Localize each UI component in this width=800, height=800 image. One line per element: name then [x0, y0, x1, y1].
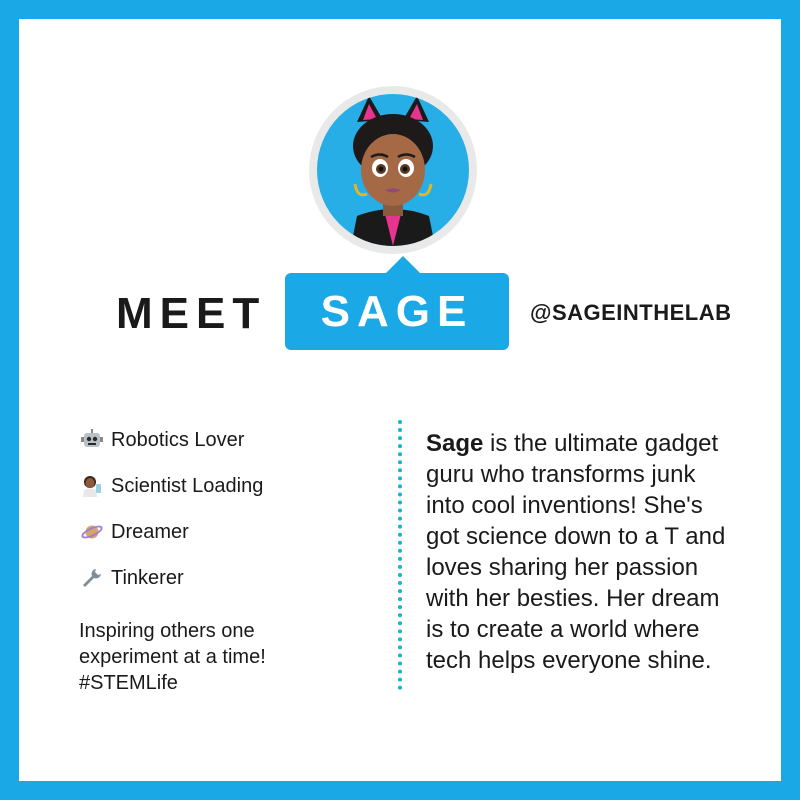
- list-item: [79, 520, 379, 544]
- description-line: is to create a world where: [426, 616, 700, 643]
- description: [426, 428, 746, 676]
- tagline-line: experiment at a time!: [79, 646, 266, 668]
- list-item: [79, 428, 379, 452]
- robot-icon: [79, 429, 105, 451]
- traits-list: [79, 428, 379, 612]
- name-badge: [285, 273, 509, 350]
- description-line: loves sharing her passion: [426, 554, 699, 581]
- description-name: Sage: [426, 430, 484, 457]
- trait-label: Dreamer: [111, 520, 189, 543]
- meet-label: MEET: [116, 289, 267, 338]
- list-item: [79, 566, 379, 590]
- scientist-icon: [79, 475, 105, 497]
- description-line: guru who transforms junk: [426, 461, 696, 488]
- description-line: [426, 428, 746, 459]
- description-text: is the ultimate gadget: [483, 430, 719, 457]
- avatar: [309, 86, 477, 254]
- social-handle: @SAGEINTHELAB: [530, 300, 732, 325]
- description-line: got science down to a T and: [426, 523, 726, 550]
- dotted-divider: [398, 420, 402, 690]
- tagline-line: Inspiring others one: [79, 620, 255, 642]
- name-label: SAGE: [320, 286, 474, 336]
- list-item: [79, 474, 379, 498]
- tagline: [79, 618, 339, 696]
- description-line: tech helps everyone shine.: [426, 647, 712, 674]
- wrench-icon: [79, 567, 105, 589]
- trait-label: Tinkerer: [111, 566, 184, 589]
- avatar-portrait: [317, 94, 469, 246]
- hashtag: #STEMLife: [79, 672, 178, 694]
- description-line: with her besties. Her dream: [426, 585, 720, 612]
- description-line: into cool inventions! She's: [426, 492, 703, 519]
- trait-label: Scientist Loading: [111, 474, 264, 497]
- planet-icon: [79, 521, 105, 543]
- trait-label: Robotics Lover: [111, 428, 245, 451]
